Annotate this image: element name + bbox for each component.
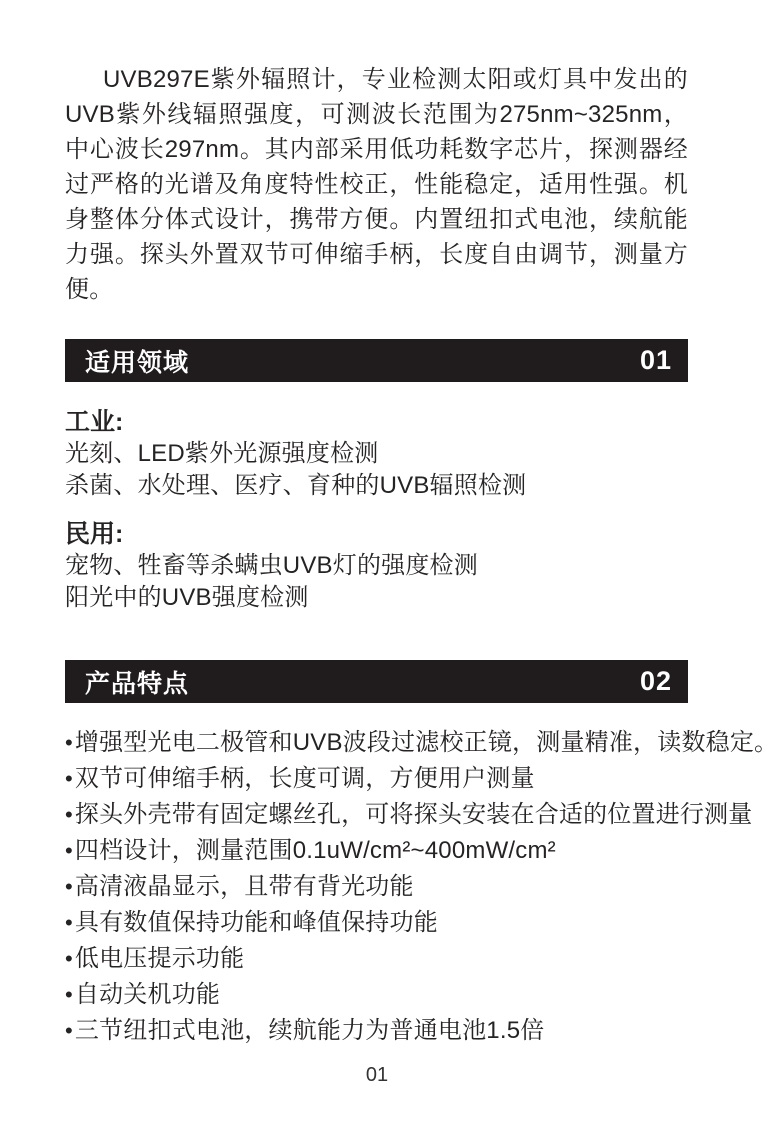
feature-item xyxy=(65,905,688,941)
bullet-icon: • xyxy=(65,766,73,791)
feature-item xyxy=(65,833,688,869)
bullet-icon: • xyxy=(65,874,73,899)
bullet-icon: • xyxy=(65,1018,73,1043)
section-header-features xyxy=(65,660,688,703)
application-groups xyxy=(65,406,688,614)
feature-item xyxy=(65,977,688,1013)
feature-item xyxy=(65,1013,688,1049)
feature-item xyxy=(65,725,778,761)
feature-text: 具有数值保持功能和峰值保持功能 xyxy=(74,909,438,936)
group-item: 阳光中的UVB强度检测 xyxy=(65,584,309,611)
intro-paragraph: UVB297E紫外辐照计，专业检测太阳或灯具中发出的UVB紫外线辐照强度，可测波长范围为275nm~325nm，中心波长297nm。其内部采用低功耗数字芯片，探测器经过严格的光谱及角度特性校正，性能稳定，适用性强。机身整体分体式设计，携带方便。内置纽扣式电池，续航能力强。探头外置双节可伸缩手柄，长度自由调节，测量方便。 xyxy=(65,66,688,303)
group-item: 光刻、LED紫外光源强度检测 xyxy=(65,440,379,467)
feature-list xyxy=(65,725,778,1049)
document-page xyxy=(0,62,778,1133)
feature-text: 四档设计，测量范围0.1uW/cm²~400mW/cm² xyxy=(74,837,556,864)
bullet-icon: • xyxy=(65,802,73,827)
group-heading: 工业: xyxy=(65,408,124,436)
bullet-icon: • xyxy=(65,910,73,935)
bullet-icon: • xyxy=(65,730,73,755)
section-number-01: 01 xyxy=(639,345,672,375)
feature-item xyxy=(65,797,753,833)
bullet-icon: • xyxy=(65,982,73,1007)
feature-text: 自动关机功能 xyxy=(74,981,221,1008)
section-number-02: 02 xyxy=(639,666,672,696)
feature-text: 三节纽扣式电池，续航能力为普通电池1.5倍 xyxy=(74,1017,545,1044)
feature-item xyxy=(65,761,688,797)
feature-text: 探头外壳带有固定螺丝孔，可将探头安装在合适的位置进行测量 xyxy=(74,801,753,828)
section-title-applications: 适用领域 xyxy=(85,348,190,377)
bullet-icon: • xyxy=(65,946,73,971)
feature-text: 低电压提示功能 xyxy=(74,945,245,972)
feature-item xyxy=(65,941,688,977)
feature-item xyxy=(65,869,688,905)
application-group xyxy=(65,406,688,502)
page-number: 01 xyxy=(365,1064,389,1086)
group-item: 宠物、牲畜等杀螨虫UVB灯的强度检测 xyxy=(65,552,478,579)
group-item: 杀菌、水处理、医疗、育种的UVB辐照检测 xyxy=(65,472,527,499)
section-title-features: 产品特点 xyxy=(85,669,190,698)
group-heading: 民用: xyxy=(65,520,124,548)
bullet-icon: • xyxy=(65,838,73,863)
feature-text: 高清液晶显示，且带有背光功能 xyxy=(74,873,414,900)
feature-text: 双节可伸缩手柄，长度可调，方便用户测量 xyxy=(74,765,535,792)
feature-text: 增强型光电二极管和UVB波段过滤校正镜，测量精准，读数稳定。 xyxy=(74,729,778,756)
section-header-applications xyxy=(65,339,688,382)
application-group xyxy=(65,518,688,614)
